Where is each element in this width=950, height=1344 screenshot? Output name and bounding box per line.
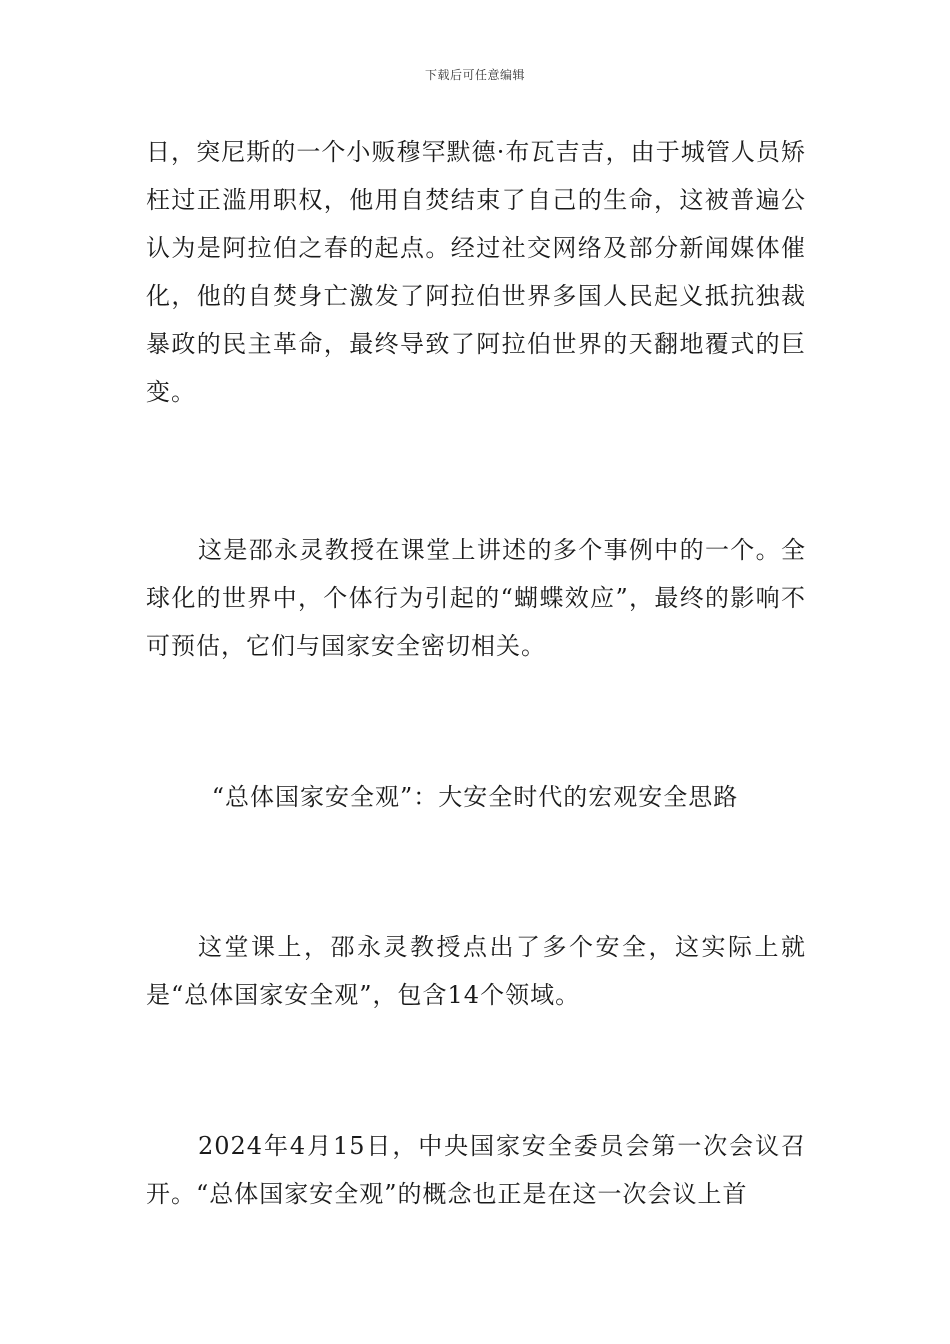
paragraph-arab-spring: 日，突尼斯的一个小贩穆罕默德·布瓦吉吉，由于城管人员矫枉过正滥用职权，他用自焚结束了自己的生命，这被普遍公认为是阿拉伯之春的起点。经过社交网络及部分新闻媒体催化，他的自焚身亡激发了阿拉伯世界多国人民起义抵抗独裁暴政的民主革命，最终导致了阿拉伯世界的天翻地覆式的巨变。 — [146, 138, 806, 406]
paragraph-holistic-security: 这堂课上，邵永灵教授点出了多个安全，这实际上就是“总体国家安全观”，包含14个领域。 — [146, 933, 806, 1009]
section-heading: “总体国家安全观”：大安全时代的宏观安全思路 — [211, 783, 739, 811]
page-header-note: 下载后可任意编辑 — [424, 68, 525, 82]
paragraph-butterfly-effect: 这是邵永灵教授在课堂上讲述的多个事例中的一个。全球化的世界中，个体行为引起的“蝴蝶效应”，最终的影响不可预估，它们与国家安全密切相关。 — [146, 536, 806, 660]
paragraph-first-meeting: 2024年4月15日，中央国家安全委员会第一次会议召开。“总体国家安全观”的概念也正是在这一次会议上首 — [146, 1132, 806, 1208]
